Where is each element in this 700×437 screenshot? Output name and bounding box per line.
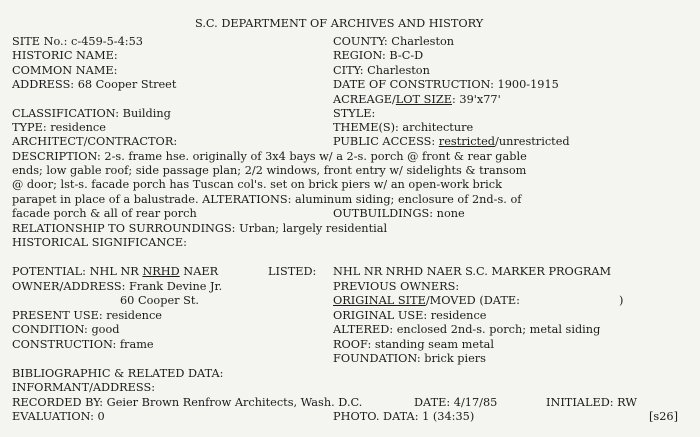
classification: CLASSIFICATION: Building xyxy=(12,107,171,120)
style: STYLE: xyxy=(333,107,376,120)
lot-size-label: LOT SIZE xyxy=(395,93,452,106)
owner-address: OWNER/ADDRESS: Frank Devine Jr. xyxy=(12,280,223,293)
altered: ALTERED: enclosed 2nd-s. porch; metal siding xyxy=(333,323,601,336)
themes: THEME(S): architecture xyxy=(333,121,474,134)
description-line-5: facade porch & all of rear porch xyxy=(12,207,197,220)
public-access-label: PUBLIC ACCESS: xyxy=(333,135,439,148)
common-name: COMMON NAME: xyxy=(12,64,118,77)
outbuildings: OUTBUILDINGS: none xyxy=(333,207,465,220)
public-access xyxy=(333,135,570,149)
description-line-3: @ door; lst-s. facade porch has Tuscan col's. set on brick piers w/ an open-work brick xyxy=(12,178,502,191)
moved-date-close: ) xyxy=(619,294,624,307)
architect-contractor: ARCHITECT/CONTRACTOR: xyxy=(12,135,178,148)
owner-address-line-2: 60 Cooper St. xyxy=(120,294,199,307)
county: COUNTY: Charleston xyxy=(333,35,455,48)
description-line-2: ends; low gable roof; side passage plan; 2/2 windows, front entry w/ sidelights & transom xyxy=(12,164,527,177)
bibliographic-data: BIBLIOGRAPHIC & RELATED DATA: xyxy=(12,367,224,380)
type: TYPE: residence xyxy=(12,121,106,134)
recorded-by: RECORDED BY: Geier Brown Renfrow Architects, Wash. D.C. xyxy=(12,396,363,409)
foundation: FOUNDATION: brick piers xyxy=(333,352,486,365)
acreage-lot-size xyxy=(333,93,501,107)
listed-values: NHL NR NRHD NAER S.C. MARKER PROGRAM xyxy=(333,265,612,278)
evaluation: EVALUATION: 0 xyxy=(12,410,105,423)
region: REGION: B-C-D xyxy=(333,49,424,62)
record-date: DATE: 4/17/85 xyxy=(414,396,498,409)
acreage-label: ACREAGE/ xyxy=(333,93,396,106)
public-access-selected: restricted xyxy=(438,135,496,148)
sheet-code: [s26] xyxy=(649,410,678,423)
initialed: INITIALED: RW xyxy=(546,396,638,409)
informant-address: INFORMANT/ADDRESS: xyxy=(12,381,156,394)
potential xyxy=(12,265,218,279)
date-of-construction: DATE OF CONSTRUCTION: 1900-1915 xyxy=(333,78,559,91)
roof: ROOF: standing seam metal xyxy=(333,338,494,351)
photo-data: PHOTO. DATA: 1 (34:35) xyxy=(333,410,475,423)
description-line-1: DESCRIPTION: 2-s. frame hse. originally of 3x4 bays w/ a 2-s. porch @ front & rear gable xyxy=(12,150,527,163)
potential-selected: NRHD xyxy=(142,265,180,278)
moved-date-label: /MOVED (DATE: xyxy=(425,294,520,307)
historic-name: HISTORIC NAME: xyxy=(12,49,118,62)
original-use: ORIGINAL USE: residence xyxy=(333,309,487,322)
potential-label: POTENTIAL: NHL NR xyxy=(12,265,143,278)
present-use: PRESENT USE: residence xyxy=(12,309,162,322)
address: ADDRESS: 68 Cooper Street xyxy=(12,78,177,91)
potential-remaining: NAER xyxy=(179,265,219,278)
lot-size-value: : 39'x77' xyxy=(451,93,501,106)
relationship-to-surroundings: RELATIONSHIP TO SURROUNDINGS: Urban; largely residential xyxy=(12,222,388,235)
historical-significance: HISTORICAL SIGNIFICANCE: xyxy=(12,236,187,249)
site-number: SITE No.: c-459-5-4:53 xyxy=(12,35,143,48)
previous-owners: PREVIOUS OWNERS: xyxy=(333,280,460,293)
original-site-selected: ORIGINAL SITE xyxy=(333,294,426,307)
construction: CONSTRUCTION: frame xyxy=(12,338,154,351)
city: CITY: Charleston xyxy=(333,64,430,77)
public-access-alternative: /unrestricted xyxy=(495,135,570,148)
condition: CONDITION: good xyxy=(12,323,120,336)
description-line-4: parapet in place of a balustrade. ALTERATIONS: aluminum siding; enclosure of 2nd-s. of xyxy=(12,193,522,206)
original-site-moved xyxy=(333,294,520,308)
listed-label: LISTED: xyxy=(268,265,317,278)
form-header: S.C. DEPARTMENT OF ARCHIVES AND HISTORY xyxy=(195,17,484,30)
